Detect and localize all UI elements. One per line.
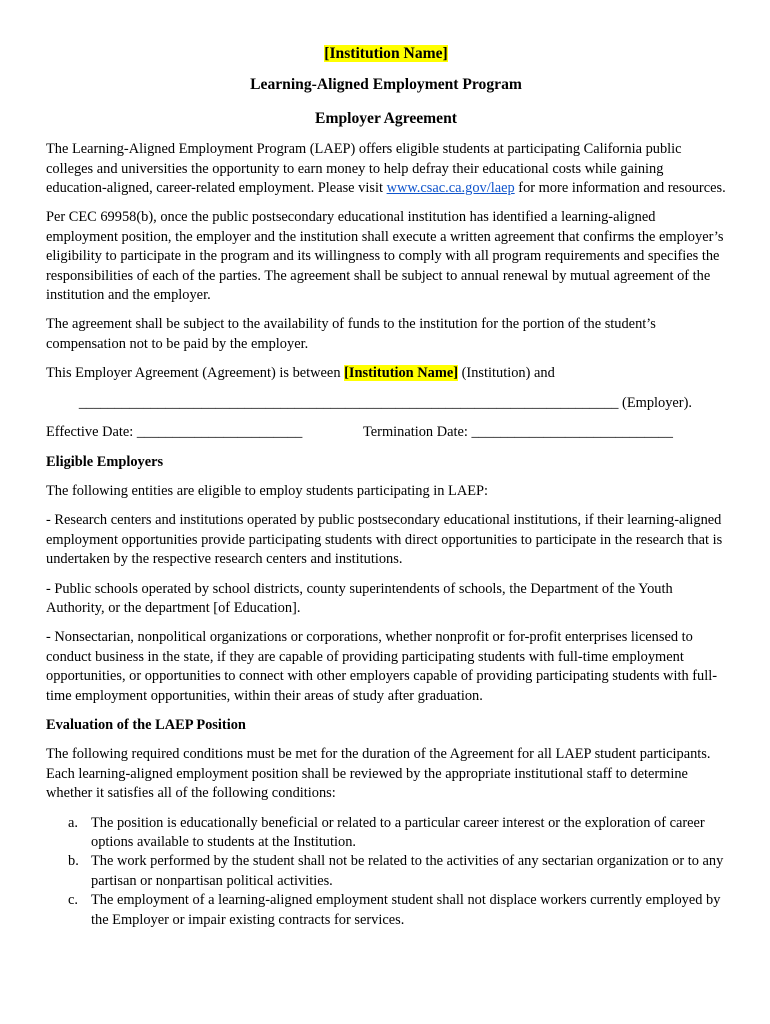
employer-name-field[interactable]: ___________________________________________________________________________ (Employer).	[78, 394, 692, 411]
condition-text: The employment of a learning-aligned employment student shall not displace workers currently employed by the Employer or impair existing contracts for services.	[91, 892, 721, 928]
intro-paragraph-3: The agreement shall be subject to the availability of funds to the institution for the portion of the student’s compensation not to be paid by the employer.	[46, 316, 656, 352]
eligible-employers-lead: The following entities are eligible to employ students participating in LAEP:	[46, 482, 489, 499]
eligible-item: - Research centers and institutions operated by public postsecondary educational institutions, if their learning-aligned employment opportunities provide participating students with direct opportunities to participate in the research that is undertaken by the respective research centers and institutions.	[46, 512, 723, 568]
parties-text-end: (Institution) and	[458, 365, 555, 382]
eligible-item: - Nonsectarian, nonpolitical organizations or corporations, whether nonprofit or for-profit enterprises licensed to conduct business in the state, if they are capable of providing participating students with full-time employment opportunities, or opportunities to connect with other employers capable of providing participating students with full-time employment opportunities, within their areas of study after graduation.	[46, 629, 718, 704]
document-page	[46, 44, 726, 930]
condition-item	[46, 852, 726, 891]
parties-text: This Employer Agreement (Agreement) is between	[46, 365, 345, 382]
condition-item	[46, 891, 726, 930]
intro-paragraph-2: Per CEC 69958(b), once the public postsecondary educational institution has identified a learning-aligned employment position, the employer and the institution shall execute a written agreement that confirms the employer’s eligibility to participate in the program and its willingness to comply with all program requirements and specifies the responsibilities of each of the parties. The agreement shall be subject to annual renewal by mutual agreement of the institution and the employer.	[46, 209, 724, 304]
condition-marker: c.	[68, 892, 78, 909]
effective-date-field[interactable]: Effective Date: _______________________	[46, 424, 303, 441]
dates-row	[46, 423, 726, 442]
institution-name-highlight: [Institution Name]	[324, 45, 448, 62]
institution-name-inline: [Institution Name]	[344, 365, 459, 382]
condition-text: The position is educationally beneficial or related to a particular career interest or the exploration of career options available to students at the Institution.	[91, 814, 705, 850]
condition-marker: b.	[68, 853, 79, 870]
intro-text-end: for more information and resources.	[514, 180, 726, 197]
agreement-title: Employer Agreement	[315, 109, 457, 127]
condition-item	[46, 814, 726, 853]
condition-text: The work performed by the student shall not be related to the activities of any sectarian organization or to any partisan or nonpartisan political activities.	[91, 853, 724, 889]
parties-paragraph	[46, 364, 726, 383]
evaluation-heading: Evaluation of the LAEP Position	[46, 716, 246, 733]
eligible-employers-heading: Eligible Employers	[46, 453, 164, 470]
termination-date-field[interactable]: Termination Date: ____________________________	[363, 424, 673, 441]
evaluation-lead: The following required conditions must be met for the duration of the Agreement for all LAEP student participants. Each learning-aligned employment position shall be reviewed by the appropriate institutional staff to determine whether it satisfies all of the following conditions:	[46, 746, 711, 802]
intro-text: The Learning-Aligned Employment Program (LAEP) offers eligible students at participating California public colleges and universities the opportunity to earn money to help defray their educational costs while gaining education-aligned, career-related employment. Please visit	[46, 141, 682, 197]
eligible-item: - Public schools operated by school districts, county superintendents of schools, the Department of the Youth Authority, or the department [of Education].	[46, 580, 673, 616]
conditions-list	[46, 814, 726, 930]
laep-website-link[interactable]: www.csac.ca.gov/laep	[386, 180, 515, 197]
program-title: Learning-Aligned Employment Program	[250, 76, 522, 94]
intro-paragraph-1	[46, 140, 726, 198]
institution-name-title	[46, 44, 726, 63]
condition-marker: a.	[68, 814, 78, 831]
